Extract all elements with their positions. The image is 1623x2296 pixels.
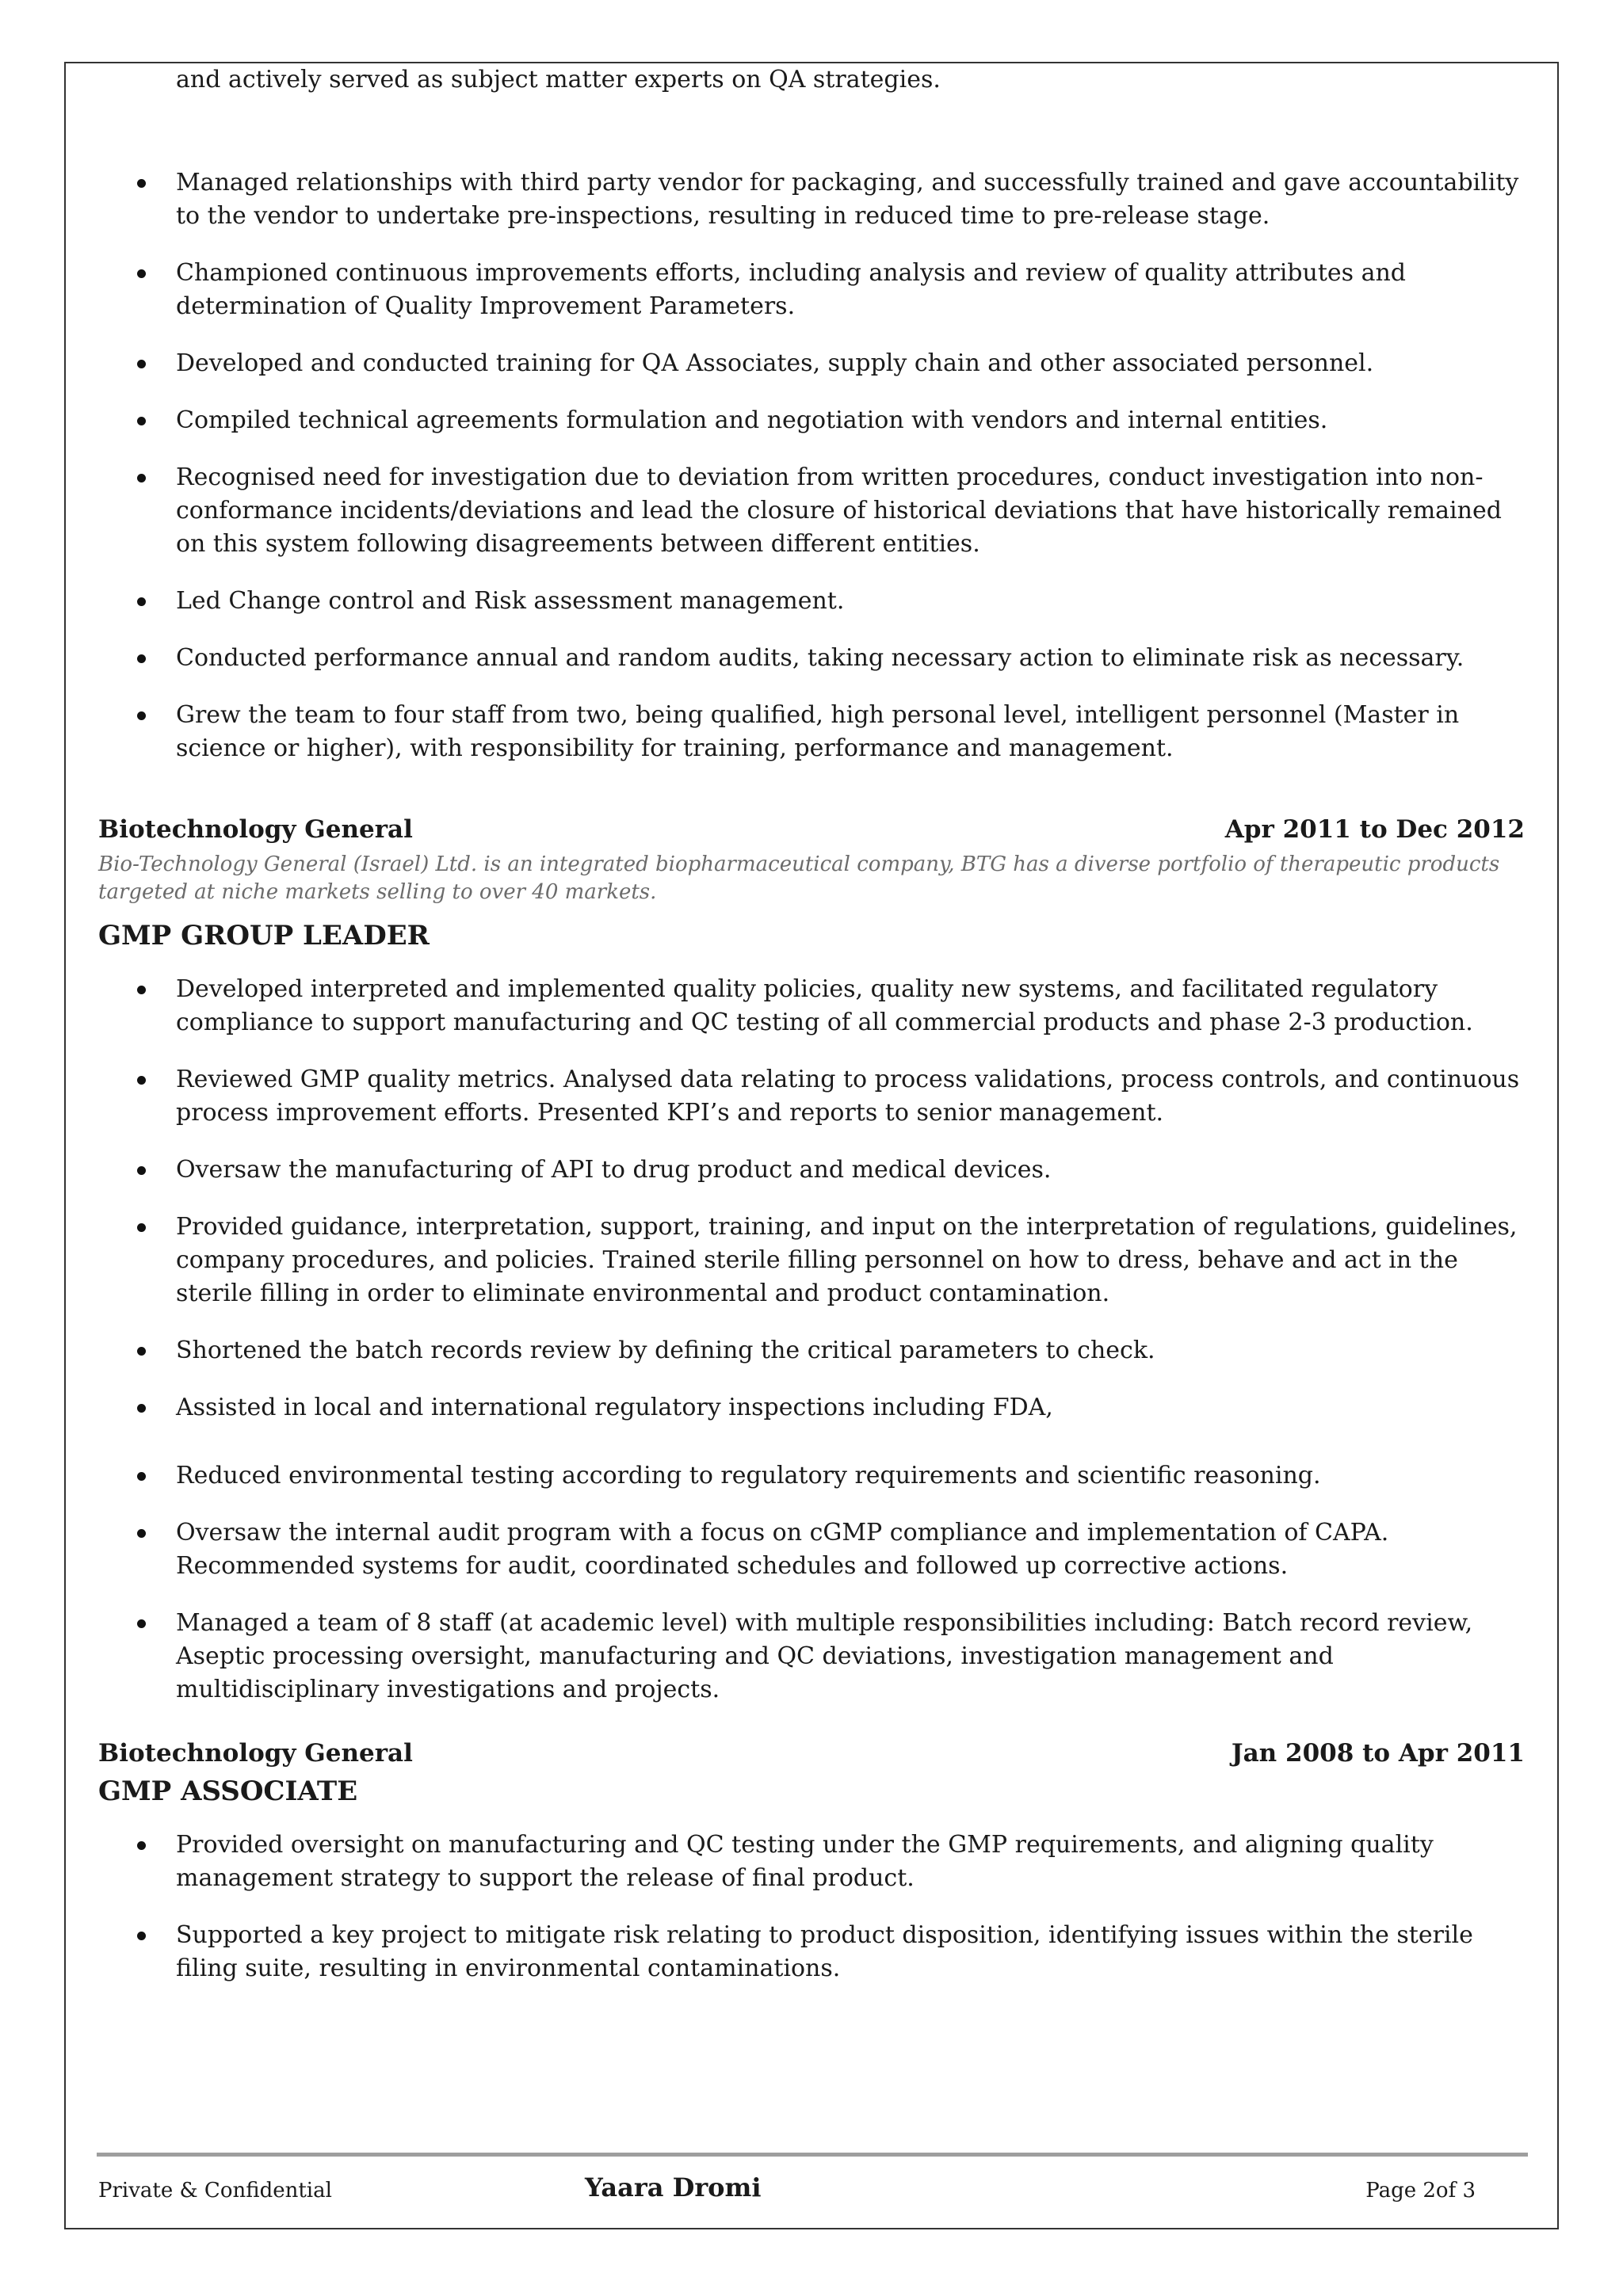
job2-company: Biotechnology General — [98, 815, 413, 844]
list-item: Grew the team to four staff from two, being qualified, high personal level, intelligent personnel (Master in science or higher), with responsibility for training, performance and management. — [98, 699, 1525, 765]
job3-dates: Jan 2008 to Apr 2011 — [1231, 1739, 1525, 1768]
list-item: Reviewed GMP quality metrics. Analysed data relating to process validations, process controls, and continuous process improvement efforts. Presented KPI’s and reports to senior management. — [98, 1063, 1525, 1130]
job2-dates: Apr 2011 to Dec 2012 — [1224, 815, 1525, 844]
job3-title: GMP ASSOCIATE — [98, 1775, 358, 1807]
list-item: Championed continuous improvements efforts, including analysis and review of quality attributes and determination of Quality Improvement Parameters. — [98, 257, 1525, 323]
list-item: Managed a team of 8 staff (at academic level) with multiple responsibilities including: Batch record review, Aseptic processing oversight, manufacturing and QC deviations, investigation management and multidisciplinary investigations and projects. — [98, 1607, 1525, 1707]
footer-confidential-label: Private & Confidential — [98, 2179, 332, 2203]
list-item: Compiled technical agreements formulation and negotiation with vendors and internal entities. — [98, 404, 1525, 437]
list-item: Reduced environmental testing according to regulatory requirements and scientific reasoning. — [98, 1459, 1525, 1493]
list-item: Supported a key project to mitigate risk relating to product disposition, identifying issues within the sterile filing suite, resulting in environmental contaminations. — [98, 1919, 1525, 1985]
footer-divider — [97, 2153, 1528, 2157]
list-item: Provided guidance, interpretation, support, training, and input on the interpretation of regulations, guidelines, company procedures, and policies. Trained sterile filling personnel on how to dress, behave and act in the sterile filling in order to eliminate environmental and product contamination. — [98, 1211, 1525, 1310]
list-item: Developed interpreted and implemented quality policies, quality new systems, and facilitated regulatory compliance to support manufacturing and QC testing of all commercial products and phase 2-3 production. — [98, 973, 1525, 1039]
section1-bullet-list — [98, 166, 1525, 765]
list-item: Led Change control and Risk assessment management. — [98, 585, 1525, 618]
list-item: Conducted performance annual and random audits, taking necessary action to eliminate risk as necessary. — [98, 642, 1525, 675]
continuation-line: and actively served as subject matter experts on QA strategies. — [176, 66, 941, 93]
job3-bullet-list — [98, 1829, 1525, 1985]
job2-header — [98, 813, 1525, 846]
page-footer — [98, 2172, 1476, 2209]
list-item: Shortened the batch records review by defining the critical parameters to check. — [98, 1334, 1525, 1367]
document-body — [98, 63, 1525, 2009]
footer-author-name: Yaara Dromi — [585, 2172, 762, 2203]
list-item: Oversaw the manufacturing of API to drug product and medical devices. — [98, 1154, 1525, 1187]
footer-page-number: Page 2of 3 — [1365, 2179, 1476, 2203]
job2-company-description: Bio-Technology General (Israel) Ltd. is an integrated biopharmaceutical company, BTG has a diverse portfolio of therapeutic products targeted at niche markets selling to over 40 markets. — [98, 852, 1500, 904]
list-item: Developed and conducted training for QA Associates, supply chain and other associated personnel. — [98, 347, 1525, 380]
list-item: Oversaw the internal audit program with a focus on cGMP compliance and implementation of CAPA. Recommended systems for audit, coordinated schedules and followed up corrective actions. — [98, 1516, 1525, 1583]
job2-title: GMP GROUP LEADER — [98, 920, 430, 952]
job3-company: Biotechnology General — [98, 1739, 413, 1768]
list-item: Assisted in local and international regulatory inspections including FDA, — [98, 1391, 1525, 1425]
list-item: Provided oversight on manufacturing and QC testing under the GMP requirements, and aligning quality management strategy to support the release of final product. — [98, 1829, 1525, 1895]
job2-bullet-list — [98, 973, 1525, 1707]
list-item: Recognised need for investigation due to deviation from written procedures, conduct investigation into non-conformance incidents/deviations and lead the closure of historical deviations that have historically remained on this system following disagreements between different entities. — [98, 461, 1525, 561]
list-item: Managed relationships with third party vendor for packaging, and successfully trained and gave accountability to the vendor to undertake pre-inspections, resulting in reduced time to pre-release stage. — [98, 166, 1525, 233]
job3-header — [98, 1737, 1525, 1770]
